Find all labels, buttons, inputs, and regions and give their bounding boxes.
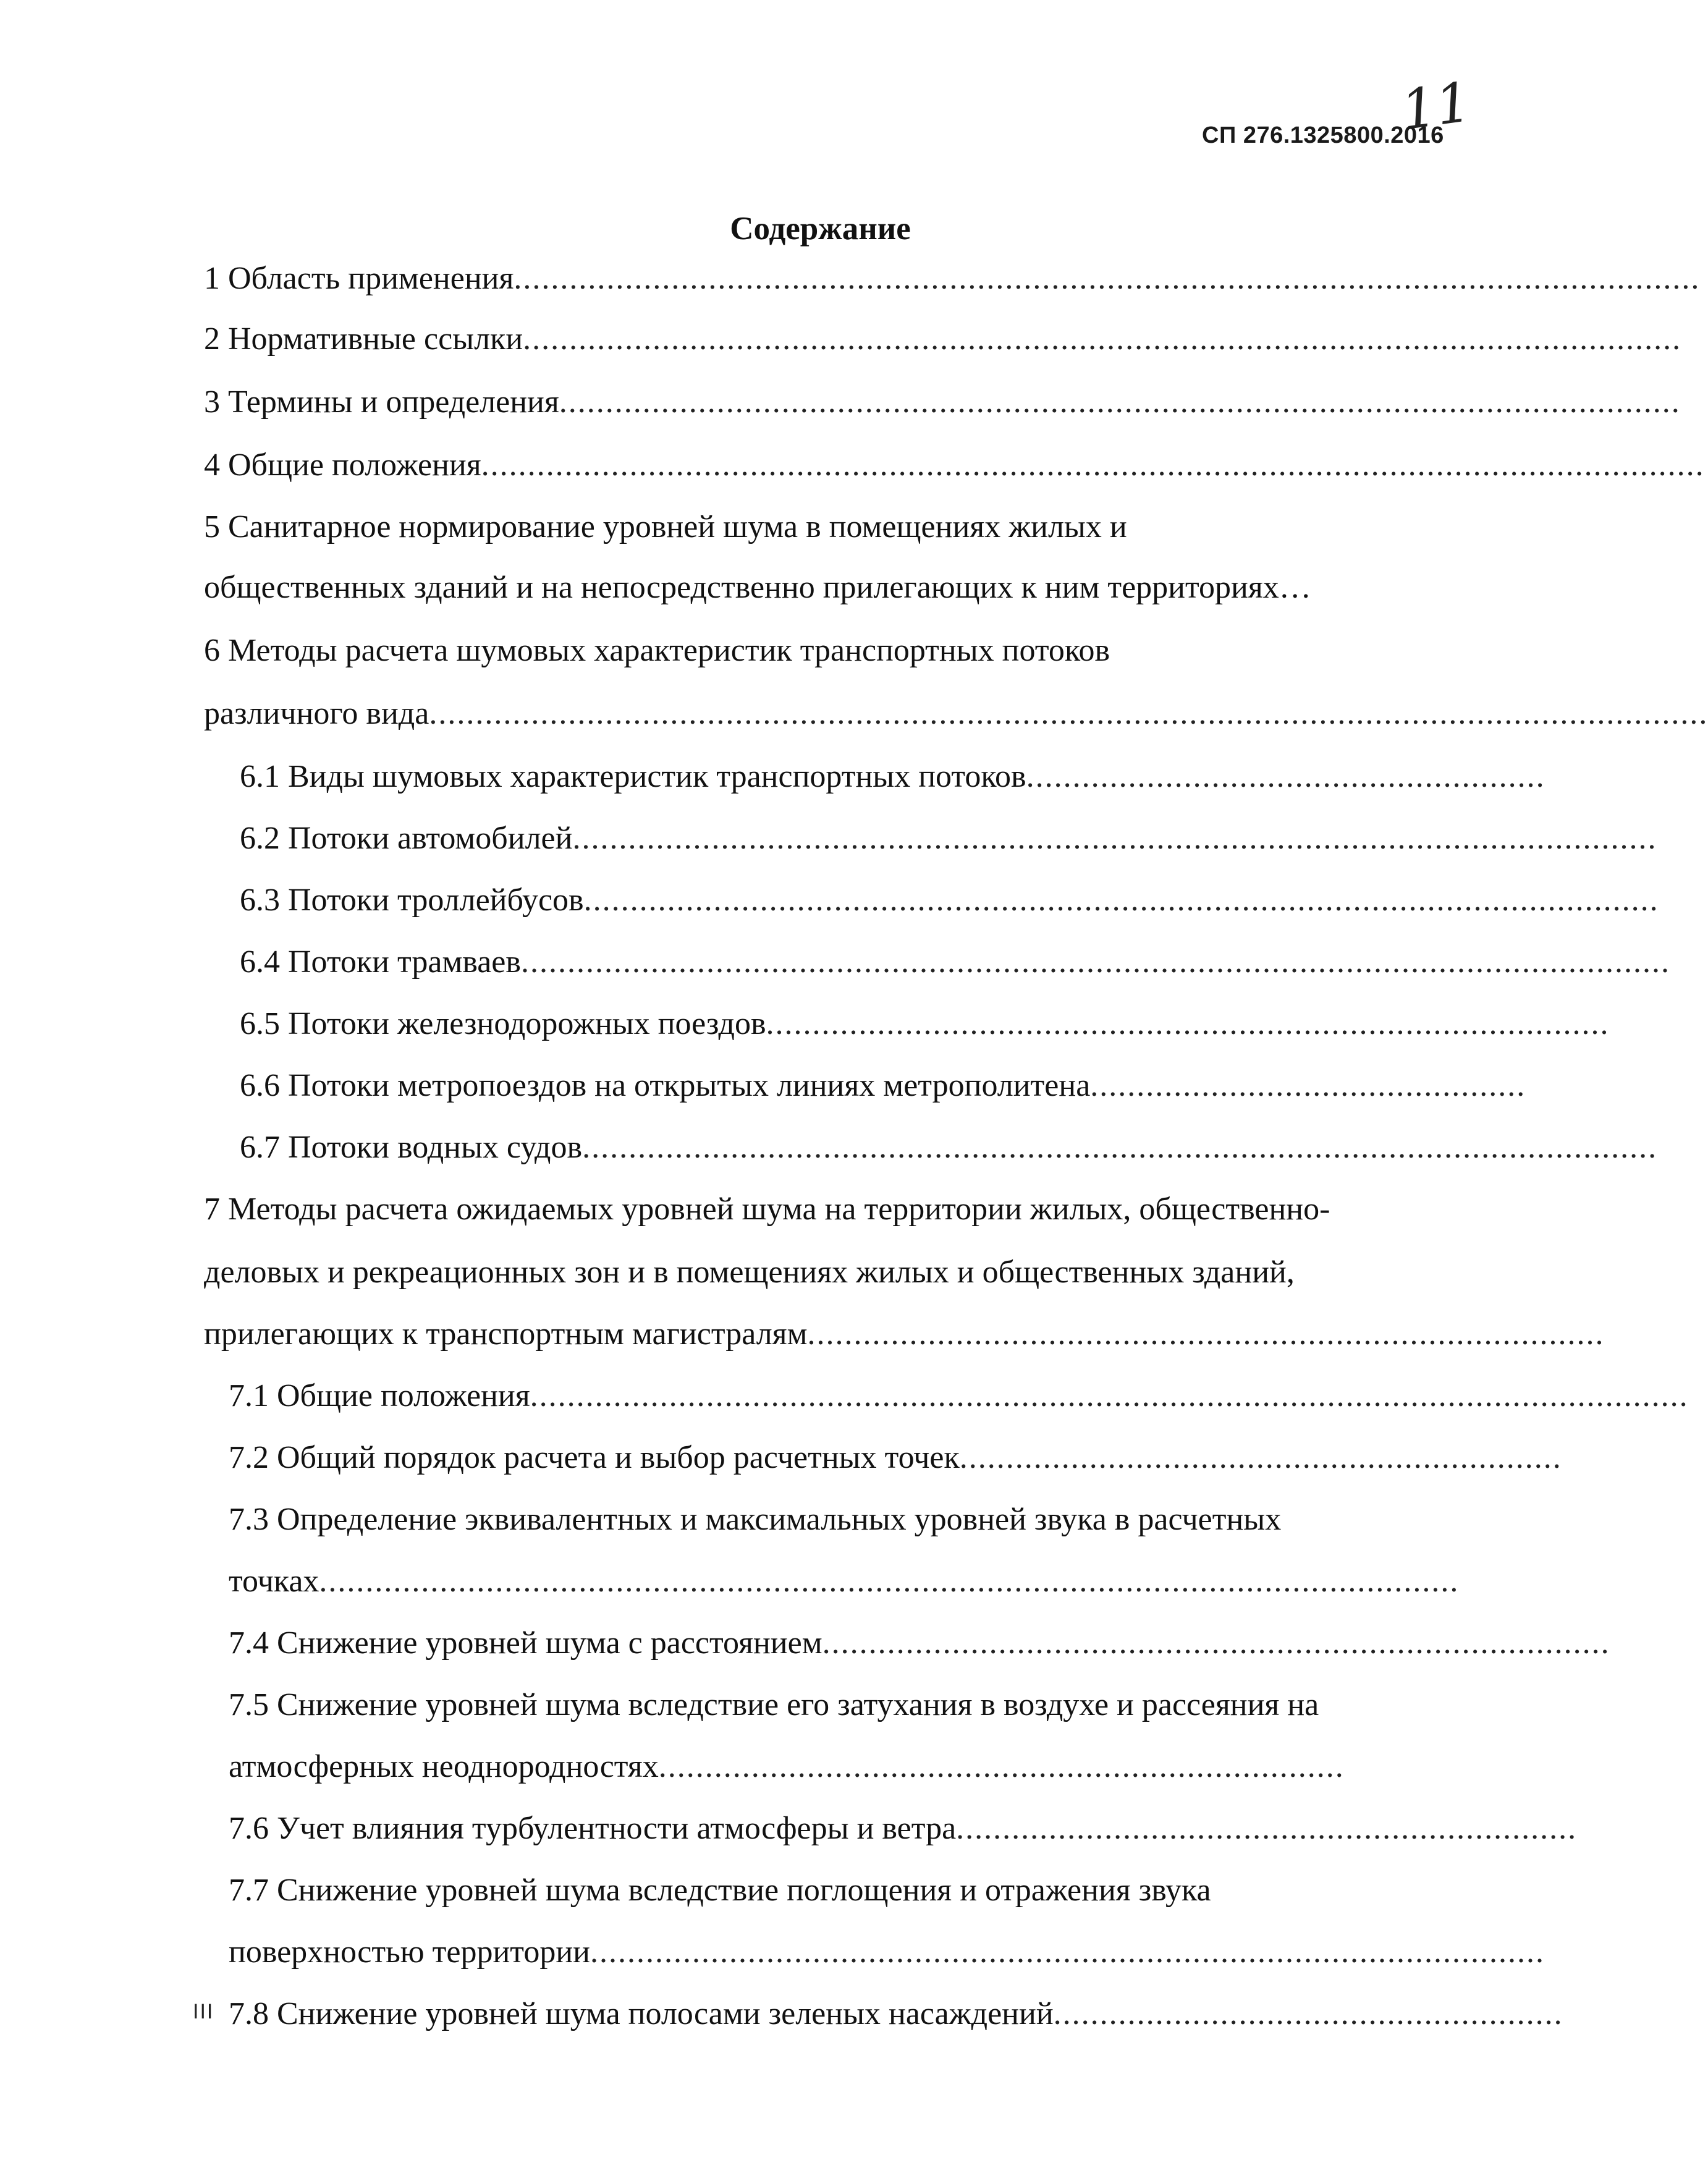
dot-leader: ........................................................ bbox=[1026, 759, 1545, 794]
toc-item-7-4[interactable] bbox=[229, 1619, 1610, 1667]
toc-item-4[interactable] bbox=[204, 441, 1705, 489]
toc-item-6-2[interactable] bbox=[240, 815, 1657, 863]
toc-item-6-7[interactable] bbox=[240, 1124, 1658, 1172]
toc-label: 7.2 Общий порядок расчета и выбор расчетных точек bbox=[229, 1440, 960, 1475]
toc-item-2[interactable] bbox=[204, 315, 1682, 363]
toc-item-1[interactable] bbox=[204, 255, 1701, 303]
dot-leader: ........................................................................................................................... bbox=[319, 1564, 1460, 1599]
toc-label: поверхностью территории bbox=[229, 1934, 590, 1970]
page-title: Содержание bbox=[730, 211, 911, 247]
toc-item-7[interactable] bbox=[204, 1185, 1461, 1234]
toc-item-6-1[interactable] bbox=[240, 753, 1545, 801]
toc-item-7-3-cont[interactable] bbox=[229, 1557, 1460, 1606]
toc-label: 6.7 Потоки водных судов bbox=[240, 1130, 583, 1165]
dot-leader: ................................................................... bbox=[956, 1811, 1578, 1846]
toc-label: 7.3 Определение эквивалентных и максимальных уровней звука в расчетных bbox=[229, 1502, 1282, 1537]
toc-label: 7.1 Общие положения bbox=[229, 1378, 530, 1413]
toc-item-7-cont-2[interactable] bbox=[204, 1310, 1605, 1358]
toc-label: 5 Санитарное нормирование уровней шума в помещениях жилых и bbox=[204, 509, 1127, 544]
toc-item-7-5-cont[interactable] bbox=[229, 1743, 1345, 1791]
dot-leader: ............................................................................................................................ bbox=[520, 944, 1670, 980]
toc-item-3[interactable] bbox=[204, 378, 1681, 426]
toc-label: 3 Термины и определения bbox=[204, 384, 559, 420]
dot-leader: .................................................................................................................................... bbox=[481, 447, 1705, 483]
toc-item-5[interactable] bbox=[204, 503, 1427, 551]
toc-label: 1 Область применения bbox=[204, 261, 514, 296]
toc-item-6-4[interactable] bbox=[240, 938, 1670, 986]
toc-label: 6.2 Потоки автомобилей bbox=[240, 821, 573, 856]
toc-label: 6.5 Потоки железнодорожных поездов bbox=[240, 1006, 766, 1041]
dot-leader: ....................................................................................................... bbox=[590, 1934, 1545, 1970]
dot-leader: .................................................................................................................... bbox=[583, 883, 1659, 918]
dot-leader: ............................................................................................................................. bbox=[523, 321, 1682, 357]
toc-label: 6.1 Виды шумовых характеристик транспортных потоков bbox=[240, 759, 1026, 794]
toc-label: прилегающих к транспортным магистралям bbox=[204, 1316, 808, 1352]
toc-label: 2 Нормативные ссылки bbox=[204, 321, 523, 357]
toc-item-7-cont-1[interactable] bbox=[204, 1248, 1461, 1297]
dot-leader: ................................................................................................................................ bbox=[514, 261, 1701, 296]
toc-label: общественных зданий и на непосредственно прилегающих к ним территориях… bbox=[204, 570, 1311, 605]
toc-label: точках bbox=[229, 1564, 319, 1599]
toc-item-7-6[interactable] bbox=[229, 1805, 1578, 1853]
toc-label: различного вида bbox=[204, 696, 429, 731]
toc-item-7-8[interactable] bbox=[229, 1990, 1563, 2038]
dot-leader: .................................................................................................................... bbox=[582, 1130, 1658, 1165]
toc-item-6-6[interactable] bbox=[240, 1062, 1526, 1110]
dot-leader: ..................................................................................... bbox=[822, 1625, 1610, 1661]
toc-label: атмосферных неоднородностях bbox=[229, 1749, 659, 1784]
toc-label: деловых и рекреационных зон и в помещениях жилых и общественных зданий, bbox=[204, 1255, 1295, 1290]
dot-leader: ............................................... bbox=[1090, 1068, 1526, 1103]
handwritten-page-number: 11 bbox=[1397, 69, 1475, 143]
toc-item-6-cont[interactable] bbox=[204, 690, 1708, 738]
toc-label: 6.3 Потоки троллейбусов bbox=[240, 883, 584, 918]
toc-item-7-5[interactable] bbox=[229, 1681, 1461, 1729]
document-code: СП 276.1325800.2016 bbox=[1202, 122, 1444, 148]
toc-label: 7.5 Снижение уровней шума вследствие его затухания в воздухе и рассеяния на bbox=[229, 1687, 1319, 1722]
toc-item-5-cont[interactable] bbox=[204, 564, 1437, 612]
toc-item-7-1[interactable] bbox=[229, 1372, 1689, 1420]
page-marker: III bbox=[193, 2000, 214, 2023]
dot-leader: ...................................................................................... bbox=[807, 1316, 1605, 1352]
toc-item-6-5[interactable] bbox=[240, 1000, 1610, 1048]
dot-leader: ....................................................... bbox=[1053, 1996, 1563, 2031]
toc-label: 7.6 Учет влияния турбулентности атмосферы и ветра bbox=[229, 1811, 957, 1846]
dot-leader: ............................................................................................................................. bbox=[530, 1378, 1689, 1413]
toc-item-6[interactable] bbox=[204, 627, 1427, 675]
toc-label: 7.8 Снижение уровней шума полосами зеленых насаждений bbox=[229, 1996, 1054, 2031]
toc-label: 6 Методы расчета шумовых характеристик транспортных потоков bbox=[204, 633, 1110, 668]
toc-label: 6.4 Потоки трамваев bbox=[240, 944, 521, 980]
toc-item-7-2[interactable] bbox=[229, 1434, 1562, 1482]
toc-item-7-7-cont[interactable] bbox=[229, 1928, 1545, 1976]
toc-item-7-7[interactable] bbox=[229, 1866, 1461, 1915]
toc-item-7-3[interactable] bbox=[229, 1496, 1461, 1544]
toc-label: 7.7 Снижение уровней шума вследствие поглощения и отражения звука bbox=[229, 1873, 1211, 1908]
dot-leader: ................................................................. bbox=[959, 1440, 1562, 1475]
dot-leader: ..................................................................................................................... bbox=[572, 821, 1657, 856]
dot-leader: ........................................................................................... bbox=[766, 1006, 1610, 1041]
toc-label: 7.4 Снижение уровней шума с расстоянием bbox=[229, 1625, 822, 1661]
dot-leader: ......................................................................................................................... bbox=[559, 384, 1681, 420]
toc-item-6-3[interactable] bbox=[240, 876, 1659, 925]
toc-label: 4 Общие положения bbox=[204, 447, 481, 483]
toc-label: 7 Методы расчета ожидаемых уровней шума на территории жилых, общественно- bbox=[204, 1192, 1330, 1227]
dot-leader: .......................................................................................................................................... bbox=[429, 696, 1708, 731]
toc-label: 6.6 Потоки метропоездов на открытых линиях метрополитена bbox=[240, 1068, 1091, 1103]
dot-leader: .......................................................................... bbox=[658, 1749, 1345, 1784]
